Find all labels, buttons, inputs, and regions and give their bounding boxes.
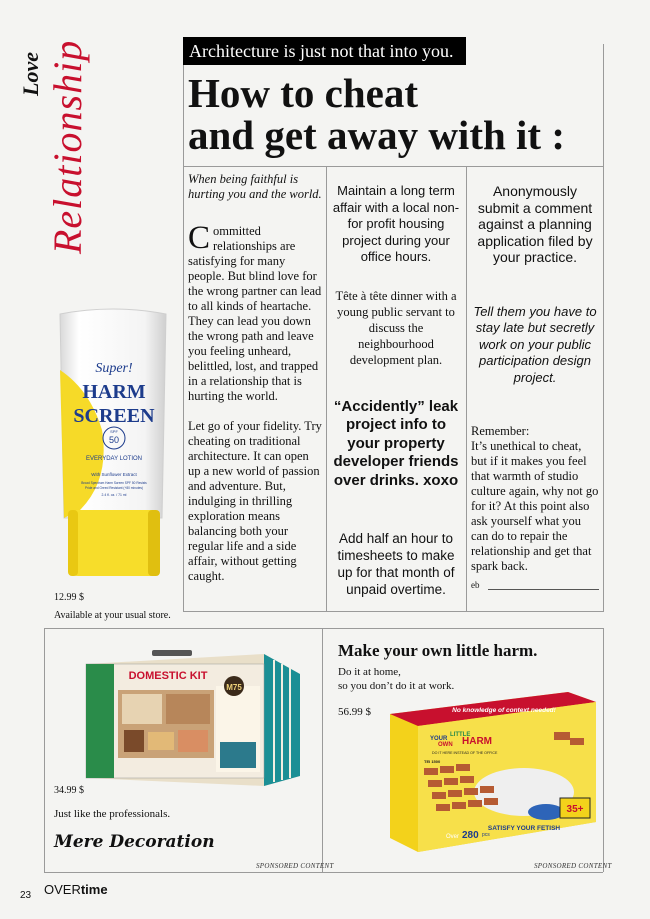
subtitle-line: Do it at home,: [338, 666, 401, 678]
product-note: Just like the professionals.: [54, 808, 171, 820]
tip: Add half an hour to timesheets to make up for that month of unpaid overtime.: [337, 531, 455, 597]
box-age: 35+: [566, 804, 584, 815]
tube-spf: 50: [108, 435, 120, 445]
tip: Anonymously submit a comment against a planning application filed by your practice.: [477, 183, 593, 265]
tube-fine-2: Pride and Greed Resistant (+80 minutes): [84, 486, 144, 490]
rule: [326, 166, 327, 612]
remember-label: Remember:: [471, 424, 530, 438]
product-price: 56.99 $: [338, 706, 371, 718]
tube-extract: With Sunflower Extract: [91, 472, 137, 477]
page-number: 23: [20, 890, 32, 901]
box-line-4: HARM: [462, 736, 492, 747]
rule: [183, 166, 603, 167]
tube-name-2: SCREEN: [73, 405, 155, 427]
product-price: 34.99 $: [54, 785, 84, 796]
tip: “Accidently” leak project info to your property developer friends over drinks. xoxo: [333, 397, 459, 489]
headline-line: How to cheat: [188, 70, 419, 116]
little-harm-kit-box-image: [384, 688, 598, 858]
tube-name-1: HARM: [82, 381, 146, 403]
box-count-prefix: Over: [446, 834, 460, 840]
box-slogan: SATISFY YOUR FETISH: [487, 825, 561, 832]
product-price: 12.99 $: [54, 592, 84, 603]
harm-screen-tube-image: [50, 300, 176, 582]
magazine-brand: OVERtime: [44, 882, 108, 897]
rule: [466, 166, 467, 612]
article-paragraph: Committed relationships are satisfying for many people. But blind love for the wrong partner can lead to all kinds of heartache. They can lead you down the wrong path and leave you feeling unheard, belittled, lost, and trapped in a relationship that is hurting the world.: [188, 220, 322, 403]
remember-text: It’s unethical to cheat, but if it makes you feel that warmth of studio culture again, why not go for it? At this point also ask yourself what you can do to repair the relationship and get that spark back.: [471, 439, 599, 573]
headline: [188, 72, 608, 156]
tube-spf-label: SPF: [110, 429, 118, 434]
tube-size: 2.4 fl. oz. / 71 ml: [101, 493, 127, 497]
tube-brand-top: Super!: [95, 361, 133, 376]
box-code: TEI 1500: [424, 759, 441, 764]
article-column-2: [332, 183, 460, 598]
rule: [44, 628, 603, 629]
box-fine: DO IT HERE INSTEAD OF THE OFFICE: [432, 751, 498, 755]
kicker: Architecture is just not that into you.: [183, 37, 466, 65]
tube-type: EVERYDAY LOTION: [85, 456, 143, 462]
sponsored-label: SPONSORED CONTENT: [256, 862, 334, 870]
rule: [44, 872, 603, 873]
rule: [603, 628, 604, 872]
product-note: Available at your usual store.: [54, 610, 171, 621]
rule: [44, 628, 45, 872]
box-badge: M75: [226, 683, 242, 692]
product-title: Make your own little harm.: [338, 641, 538, 660]
brand-logo: Mere Decoration: [54, 832, 215, 852]
article-intro: When being faithful is hurting you and the world.: [188, 172, 322, 201]
box-count: 280: [462, 830, 479, 841]
box-title: DOMESTIC KIT: [128, 670, 208, 682]
tip: Maintain a long term affair with a local non-for profit housing project during your office hours.: [332, 183, 460, 264]
box-count-suffix: pcs: [482, 832, 490, 838]
remember-note: [471, 424, 599, 574]
rule: [322, 628, 323, 872]
box-line-3: OWN: [438, 742, 453, 748]
section-label-relationship: Relationship: [45, 39, 90, 254]
rule: [183, 44, 184, 612]
tip: Tête à tête dinner with a young public servant to discuss the neighbourhood development plan.: [335, 288, 457, 367]
headline-line: and get away with it :: [188, 112, 565, 158]
box-claim: No knowledge of context needed!: [452, 707, 556, 714]
sponsored-label: SPONSORED CONTENT: [534, 862, 612, 870]
domestic-kit-box-image: [78, 650, 304, 788]
signature: eb: [471, 580, 599, 590]
article-paragraph: Let go of your fidelity. Try cheating on traditional architecture. It can open up a new world of passion and adventure. But, indulging in thrilling exploration means balancing both your regular life and a side affair, without getting caught.: [188, 419, 322, 583]
tube-fine-1: Broad Spectrum Harm Screen SPF 50 Resists: [81, 481, 147, 485]
drop-cap: C: [188, 220, 211, 256]
article-column-1: [188, 172, 322, 599]
article-column-3: [471, 183, 599, 590]
rule: [183, 611, 603, 612]
subtitle-line: so you don’t do it at work.: [338, 680, 455, 692]
box-line-1: YOUR: [430, 736, 448, 742]
box-line-2: LITTLE: [450, 732, 471, 738]
section-label-love: Love: [18, 52, 43, 96]
tip: Tell them you have to stay late but secretly work on your public participation design project.: [473, 303, 597, 385]
